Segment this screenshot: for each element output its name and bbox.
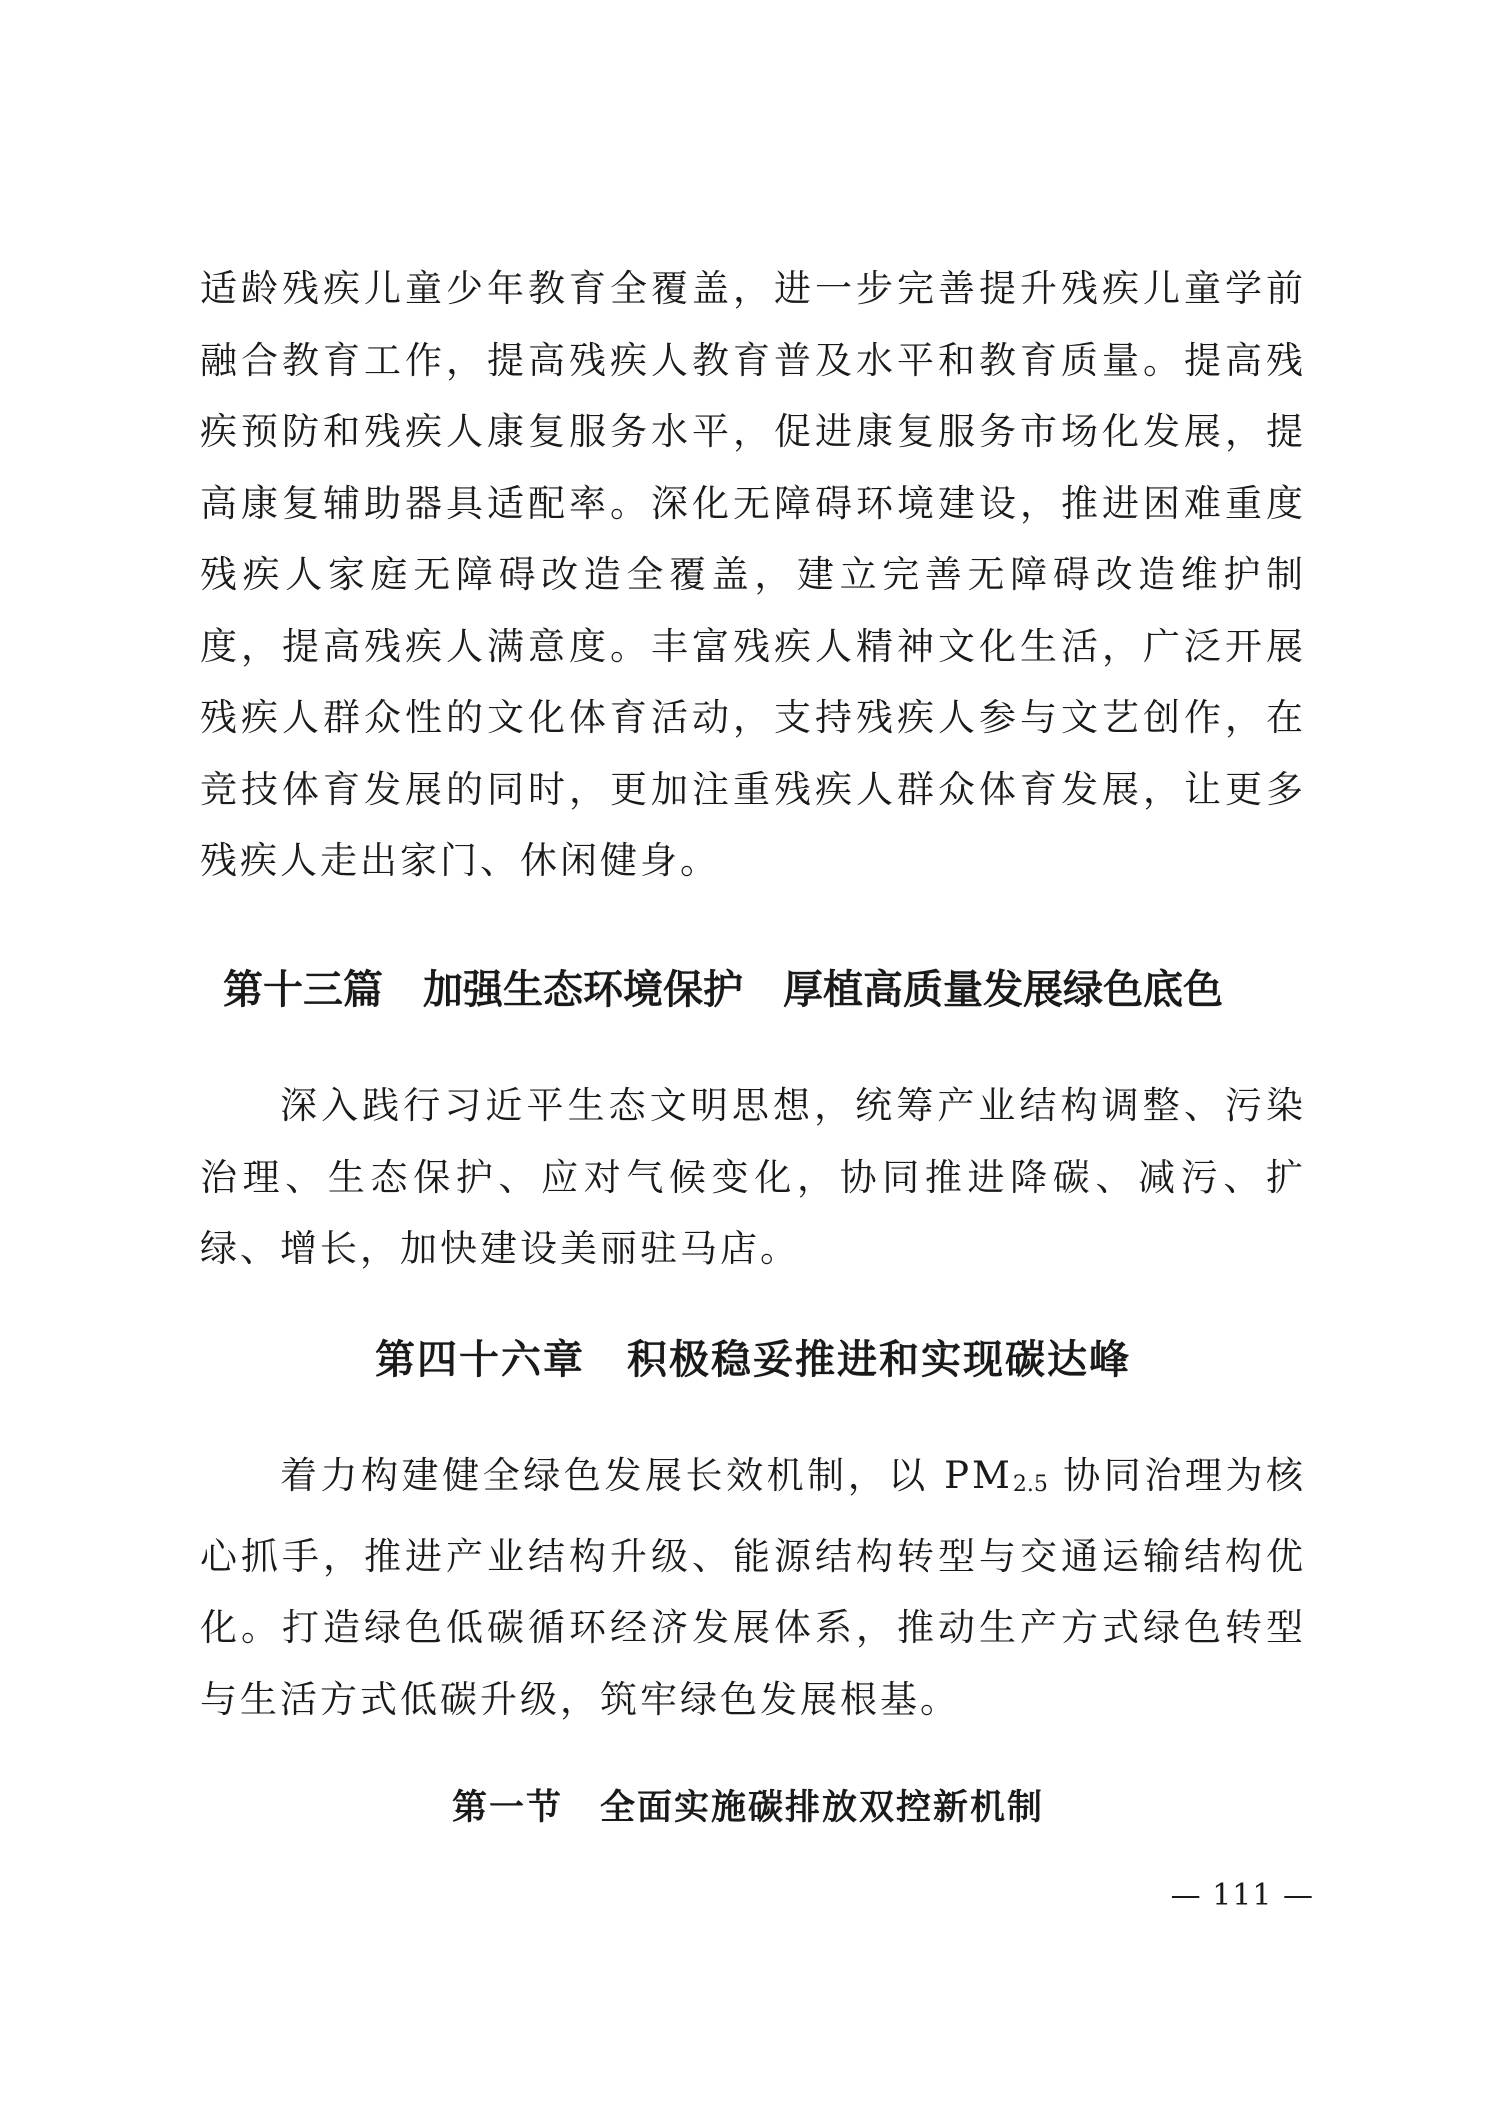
paragraph-ecological-civilization: 深入践行习近平生态文明思想，统筹产业结构调整、污染治理、生态保护、应对气候变化，协同推进降碳、减污、扩绿、增长，加快建设美丽驻马店。: [200, 1084, 1306, 1270]
paragraph-green-development-part2: 协同治理为核心抓手，推进产业结构升级、能源结构转型与交通运输结构优化。打造绿色低碳循环经济发展体系，推动生产方式绿色转型与生活方式低碳升级，筑牢绿色发展根基。: [200, 1454, 1306, 1721]
part-title: 第十三篇 加强生态环境保护 厚植高质量发展绿色底色: [223, 967, 1223, 1013]
section-title: 第一节 全面实施碳排放双控新机制: [451, 1787, 1044, 1828]
paragraph-green-development: [200, 1440, 1306, 1735]
paragraph-disability-services: 适龄残疾儿童少年教育全覆盖，进一步完善提升残疾儿童学前融合教育工作，提高残疾人教育普及水平和教育质量。提高残疾预防和残疾人康复服务水平，促进康复服务市场化发展，提高康复辅助器具适配率。深化无障碍环境建设，推进困难重度残疾人家庭无障碍改造全覆盖，建立完善无障碍改造维护制度，提高残疾人满意度。丰富残疾人精神文化生活，广泛开展残疾人群众性的文化体育活动，支持残疾人参与文艺创作，在竞技体育发展的同时，更加注重残疾人群众体育发展，让更多残疾人走出家门、休闲健身。: [200, 267, 1306, 882]
chapter-title: 第四十六章 积极稳妥推进和实现碳达峰: [375, 1336, 1131, 1383]
pm-subscript: 2.5: [1012, 1472, 1048, 1497]
paragraph-green-development-part1: 着力构建健全绿色发展长效机制，以 PM: [280, 1454, 1013, 1497]
page-number: — 111 —: [1170, 1878, 1314, 1913]
